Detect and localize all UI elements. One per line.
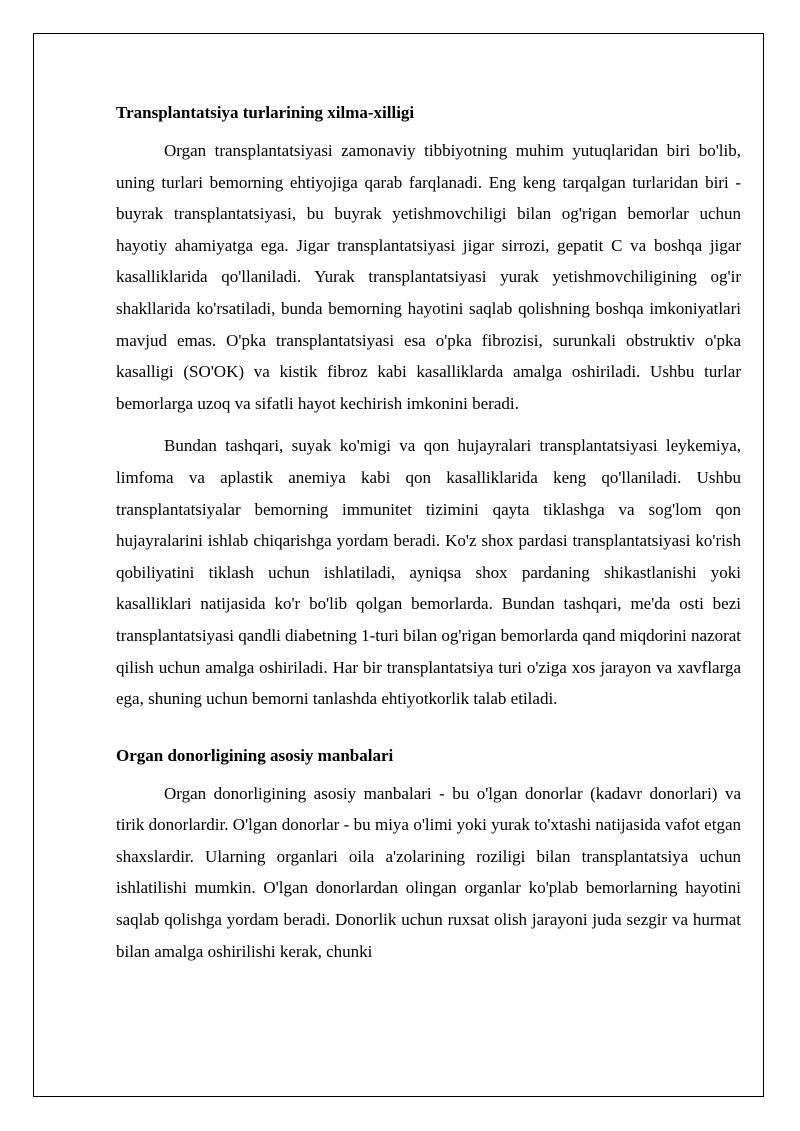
section-donor-sources <box>116 740 741 968</box>
paragraph: Organ transplantatsiyasi zamonaviy tibbiyotning muhim yutuqlaridan biri bo'lib, uning turlari bemorning ehtiyojiga qarab farqlanadi. Eng keng tarqalgan turlaridan biri - buyrak transplantatsiyasi, bu buyrak yetishmovchiligi bilan og'rigan bemorlar uchun hayotiy ahamiyatga ega. Jigar transplantatsiyasi jigar sirrozi, gepatit C va boshqa jigar kasalliklarida qo'llaniladi. Yurak transplantatsiyasi yurak yetishmovchiligining og'ir shakllarida ko'rsatiladi, bunda bemorning hayotini saqlab qolishning boshqa imkoniyatlari mavjud emas. O'pka transplantatsiyasi esa o'pka fibrozisi, surunkali obstruktiv o'pka kasalligi (SO'OK) va kistik fibroz kabi kasalliklarda amalga oshiriladi. Ushbu turlar bemorlarga uzoq va sifatli hayot kechirish imkonini beradi. <box>116 141 741 413</box>
section-heading: Organ donorligining asosiy manbalari <box>116 745 394 765</box>
paragraph: Bundan tashqari, suyak ko'migi va qon hujayralari transplantatsiyasi leykemiya, limfoma va aplastik anemiya kabi qon kasalliklarida keng qo'llaniladi. Ushbu transplantatsiyalar bemorning immunitet tizimini qayta tiklashga va sog'lom qon hujayralarini ishlab chiqarishga yordam beradi. Ko'z shox pardasi transplantatsiyasi ko'rish qobiliyatini tiklash uchun ishlatiladi, ayniqsa shox pardaning shikastlanishi yoki kasalliklari natijasida ko'r bo'lib qolgan bemorlarda. Bundan tashqari, me'da osti bezi transplantatsiyasi qandli diabetning 1-turi bilan og'rigan bemorlarda qand miqdorini nazorat qilish uchun amalga oshiriladi. Har bir transplantatsiya turi o'ziga xos jarayon va xavflarga ega, shuning uchun bemorni tanlashda ehtiyotkorlik talab etiladi. <box>116 436 741 709</box>
section-transplant-types <box>116 97 741 715</box>
document-body <box>116 97 741 978</box>
paragraph: Organ donorligining asosiy manbalari - bu o'lgan donorlar (kadavr donorlari) va tirik donorlardir. O'lgan donorlar - bu miya o'limi yoki yurak to'xtashi natijasida vafot etgan shaxslardir. Ularning organlari oila a'zolarining roziligi bilan transplantatsiya uchun ishlatilishi mumkin. O'lgan donorlardan olingan organlar ko'plab bemorlarning hayotini saqlab qolishga yordam beradi. Donorlik uchun ruxsat olish jarayoni juda sezgir va hurmat bilan amalga oshirilishi kerak, chunki <box>116 783 741 961</box>
section-heading: Transplantatsiya turlarining xilma-xilligi <box>116 103 415 122</box>
